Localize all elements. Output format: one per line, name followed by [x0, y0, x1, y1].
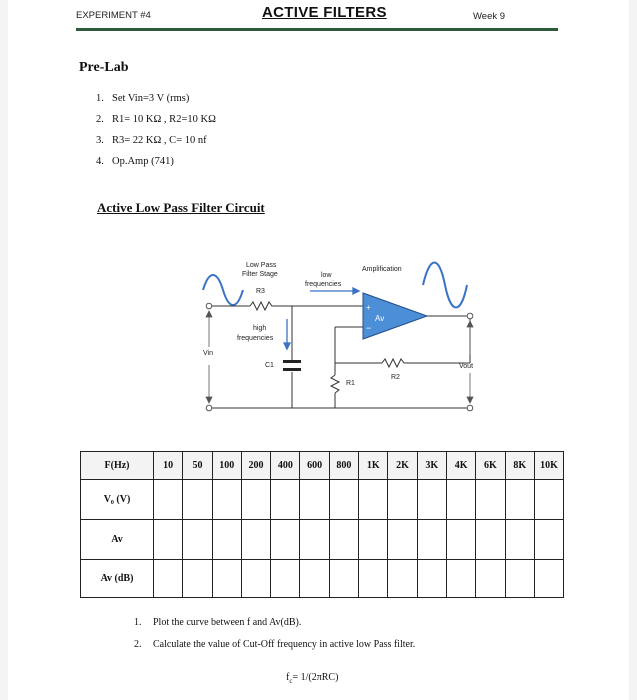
capacitor-c1: [283, 360, 301, 371]
freq-cell: 1K: [359, 452, 388, 480]
low-pass-filter-circuit-diagram: [195, 255, 485, 420]
row-label-av-db: Av (dB): [81, 560, 154, 598]
list-item: 3. R3= 22 KΩ , C= 10 nf: [96, 135, 207, 146]
row-label-vo: V₀ (V): [81, 480, 154, 520]
svg-text:−: −: [366, 323, 372, 333]
ground-terminal-out: [467, 405, 473, 411]
r1-label: R1: [346, 380, 355, 387]
freq-cell: 800: [329, 452, 358, 480]
row-label-av: Av: [81, 520, 154, 560]
vin-label: Vin: [203, 350, 213, 357]
r2-label: R2: [391, 374, 400, 381]
circuit-title: Active Low Pass Filter Circuit: [97, 200, 265, 215]
freq-cell: 200: [241, 452, 270, 480]
r3-label: R3: [256, 288, 265, 295]
page-title: ACTIVE FILTERS: [262, 4, 387, 21]
freq-cell: 3K: [417, 452, 446, 480]
c1-label: C1: [265, 362, 274, 369]
output-terminal: [467, 313, 473, 319]
page-frame-left: [0, 0, 8, 700]
resistor-r1: [331, 375, 339, 393]
freq-cell: 6K: [476, 452, 505, 480]
stage-label-line2: Filter Stage: [242, 271, 278, 278]
measurement-table: [80, 451, 564, 598]
circuit-wires: [209, 306, 470, 408]
op-amp-triangle: [363, 293, 427, 339]
table-row: [81, 452, 564, 480]
ground-terminal-in: [206, 405, 212, 411]
amplification-label: Amplification: [362, 266, 402, 273]
instructions-list: [134, 617, 415, 661]
page-frame-right: [629, 0, 637, 700]
low-label-line1: low: [321, 272, 332, 279]
high-label-line1: high: [253, 325, 267, 332]
resistor-r3: [250, 302, 274, 310]
prelab-heading: Pre-Lab: [79, 60, 129, 75]
header-cell: F(Hz): [81, 452, 154, 480]
header-rule: [76, 28, 558, 31]
high-label-line2: frequencies: [237, 335, 274, 342]
freq-cell: 8K: [505, 452, 534, 480]
list-item: 2. R1= 10 KΩ , R2=10 KΩ: [96, 114, 216, 125]
prelab-list: [96, 93, 216, 177]
freq-cell: 10K: [534, 452, 563, 480]
stage-label-line1: Low Pass: [246, 262, 277, 269]
table-row: [81, 480, 564, 520]
list-item: 4. Op.Amp (741): [96, 156, 174, 167]
input-terminal: [206, 303, 212, 309]
list-item: 2. Calculate the value of Cut-Off frequency in active low Pass filter.: [134, 639, 416, 650]
input-sine-wave-icon: [203, 275, 243, 305]
resistor-r2: [382, 359, 406, 367]
freq-cell: 4K: [446, 452, 475, 480]
output-sine-wave-icon: [423, 263, 467, 308]
experiment-number: EXPERIMENT #4: [76, 10, 151, 21]
week-label: Week 9: [473, 11, 506, 22]
table-row: [81, 560, 564, 598]
vout-label: Vout: [459, 363, 474, 370]
freq-cell: 2K: [388, 452, 417, 480]
freq-cell: 100: [212, 452, 241, 480]
low-label-line2: frequencies: [305, 281, 342, 288]
list-item: 1. Set Vin=3 V (rms): [96, 93, 190, 104]
cutoff-formula: $f_c= 1/(2\pi RC)$: [286, 672, 339, 685]
list-item: 1. Plot the curve between f and Av(dB).: [134, 617, 302, 628]
freq-cell: 50: [183, 452, 212, 480]
av-label: Av: [375, 314, 385, 323]
table-row: [81, 520, 564, 560]
freq-cell: 400: [271, 452, 300, 480]
freq-cell: 10: [154, 452, 183, 480]
freq-cell: 600: [300, 452, 329, 480]
svg-text:+: +: [366, 303, 371, 312]
